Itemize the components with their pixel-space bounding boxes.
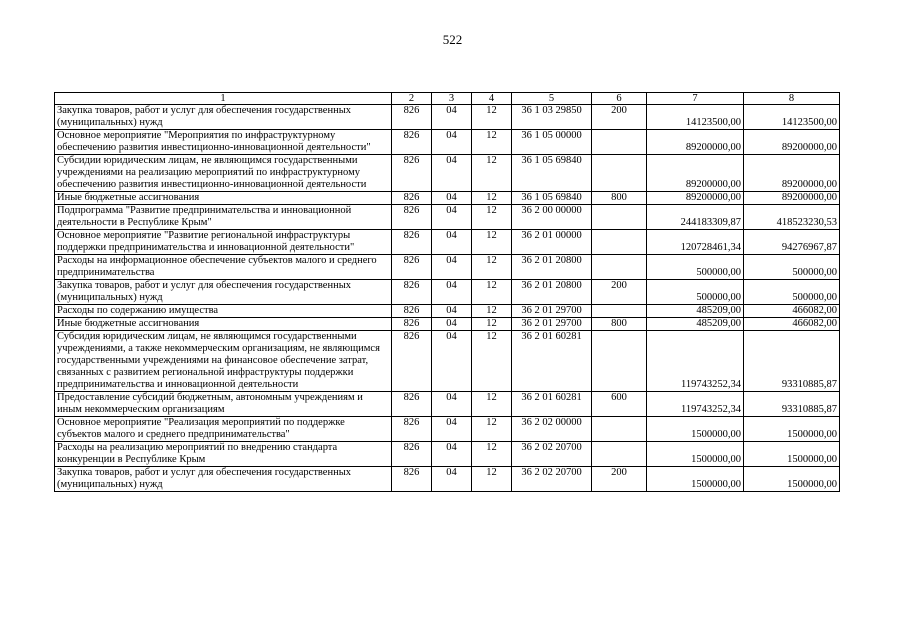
subsection-code: 12	[472, 230, 512, 255]
expense-type-code: 600	[592, 392, 647, 417]
target-article-code: 36 1 05 69840	[512, 192, 592, 205]
ministry-code: 826	[392, 331, 432, 392]
target-article-code: 36 2 02 20700	[512, 442, 592, 467]
row-description: Основное мероприятие "Развитие региональной инфраструктуры поддержки предпринимательства и инновационной деятельности"	[55, 230, 392, 255]
target-article-code: 36 2 01 29700	[512, 318, 592, 331]
expense-type-code	[592, 205, 647, 230]
amount-year-2: 500000,00	[744, 280, 840, 305]
expense-type-code: 800	[592, 318, 647, 331]
amount-year-2: 418523230,53	[744, 205, 840, 230]
table-row	[55, 318, 840, 331]
amount-year-1: 500000,00	[647, 280, 744, 305]
target-article-code: 36 1 03 29850	[512, 105, 592, 130]
budget-table	[54, 92, 840, 492]
amount-year-1: 119743252,34	[647, 331, 744, 392]
column-header: 3	[432, 93, 472, 105]
ministry-code: 826	[392, 442, 432, 467]
table-row	[55, 305, 840, 318]
subsection-code: 12	[472, 255, 512, 280]
target-article-code: 36 2 00 00000	[512, 205, 592, 230]
subsection-code: 12	[472, 305, 512, 318]
column-header: 4	[472, 93, 512, 105]
amount-year-1: 119743252,34	[647, 392, 744, 417]
ministry-code: 826	[392, 230, 432, 255]
ministry-code: 826	[392, 417, 432, 442]
row-description: Основное мероприятие "Мероприятия по инфраструктурному обеспечению развития инвестиционно-инновационной деятельности"	[55, 130, 392, 155]
subsection-code: 12	[472, 155, 512, 192]
amount-year-2: 93310885,87	[744, 331, 840, 392]
subsection-code: 12	[472, 442, 512, 467]
amount-year-1: 14123500,00	[647, 105, 744, 130]
amount-year-2: 89200000,00	[744, 192, 840, 205]
subsection-code: 12	[472, 192, 512, 205]
amount-year-1: 89200000,00	[647, 130, 744, 155]
ministry-code: 826	[392, 130, 432, 155]
amount-year-2: 89200000,00	[744, 130, 840, 155]
target-article-code: 36 2 01 20800	[512, 255, 592, 280]
table-row	[55, 255, 840, 280]
amount-year-2: 93310885,87	[744, 392, 840, 417]
subsection-code: 12	[472, 130, 512, 155]
expense-type-code	[592, 230, 647, 255]
table-row	[55, 205, 840, 230]
section-code: 04	[432, 305, 472, 318]
row-description: Предоставление субсидий бюджетным, автономным учреждениям и иным некоммерческим организациям	[55, 392, 392, 417]
table-row	[55, 467, 840, 492]
target-article-code: 36 1 05 00000	[512, 130, 592, 155]
section-code: 04	[432, 155, 472, 192]
amount-year-1: 244183309,87	[647, 205, 744, 230]
subsection-code: 12	[472, 467, 512, 492]
subsection-code: 12	[472, 318, 512, 331]
table-row	[55, 105, 840, 130]
section-code: 04	[432, 467, 472, 492]
subsection-code: 12	[472, 417, 512, 442]
amount-year-1: 120728461,34	[647, 230, 744, 255]
section-code: 04	[432, 280, 472, 305]
amount-year-2: 1500000,00	[744, 442, 840, 467]
target-article-code: 36 1 05 69840	[512, 155, 592, 192]
table-header-row	[55, 93, 840, 105]
section-code: 04	[432, 331, 472, 392]
amount-year-2: 94276967,87	[744, 230, 840, 255]
amount-year-1: 1500000,00	[647, 467, 744, 492]
row-description: Закупка товаров, работ и услуг для обеспечения государственных (муниципальных) нужд	[55, 467, 392, 492]
table-row	[55, 280, 840, 305]
table-row	[55, 392, 840, 417]
amount-year-1: 485209,00	[647, 305, 744, 318]
subsection-code: 12	[472, 205, 512, 230]
column-header: 8	[744, 93, 840, 105]
table-row	[55, 230, 840, 255]
amount-year-1: 1500000,00	[647, 417, 744, 442]
target-article-code: 36 2 02 00000	[512, 417, 592, 442]
amount-year-2: 89200000,00	[744, 155, 840, 192]
expense-type-code	[592, 442, 647, 467]
expense-type-code	[592, 331, 647, 392]
row-description: Иные бюджетные ассигнования	[55, 318, 392, 331]
subsection-code: 12	[472, 331, 512, 392]
ministry-code: 826	[392, 192, 432, 205]
ministry-code: 826	[392, 105, 432, 130]
amount-year-1: 89200000,00	[647, 155, 744, 192]
page-number: 522	[442, 32, 463, 47]
column-header: 5	[512, 93, 592, 105]
row-description: Субсидия юридическим лицам, не являющимся государственными учреждениями, а также некоммерческим организациям, не являющимся государственными учреждениями на финансовое обеспечение затрат, связанных с развитием региональной инфраструктуры поддержки предпринимательства и инновационной деятельности	[55, 331, 392, 392]
section-code: 04	[432, 230, 472, 255]
amount-year-1: 89200000,00	[647, 192, 744, 205]
target-article-code: 36 2 02 20700	[512, 467, 592, 492]
section-code: 04	[432, 417, 472, 442]
expense-type-code	[592, 255, 647, 280]
row-description: Субсидии юридическим лицам, не являющимся государственными учреждениями на реализацию мероприятий по инфраструктурному обеспечению развития инвестиционно-инновационной деятельности	[55, 155, 392, 192]
amount-year-2: 14123500,00	[744, 105, 840, 130]
expense-type-code	[592, 305, 647, 318]
section-code: 04	[432, 192, 472, 205]
section-code: 04	[432, 105, 472, 130]
column-header: 2	[392, 93, 432, 105]
row-description: Расходы на реализацию мероприятий по внедрению стандарта конкуренции в Республике Крым	[55, 442, 392, 467]
row-description: Закупка товаров, работ и услуг для обеспечения государственных (муниципальных) нужд	[55, 105, 392, 130]
amount-year-2: 1500000,00	[744, 417, 840, 442]
target-article-code: 36 2 01 29700	[512, 305, 592, 318]
table-row	[55, 155, 840, 192]
table-body	[55, 105, 840, 492]
table-row	[55, 192, 840, 205]
row-description: Иные бюджетные ассигнования	[55, 192, 392, 205]
row-description: Расходы по содержанию имущества	[55, 305, 392, 318]
amount-year-1: 500000,00	[647, 255, 744, 280]
table-row	[55, 130, 840, 155]
amount-year-2: 500000,00	[744, 255, 840, 280]
ministry-code: 826	[392, 305, 432, 318]
section-code: 04	[432, 442, 472, 467]
table-row	[55, 442, 840, 467]
section-code: 04	[432, 318, 472, 331]
expense-type-code: 200	[592, 280, 647, 305]
target-article-code: 36 2 01 20800	[512, 280, 592, 305]
section-code: 04	[432, 392, 472, 417]
ministry-code: 826	[392, 255, 432, 280]
expense-type-code: 200	[592, 467, 647, 492]
column-header: 7	[647, 93, 744, 105]
expense-type-code: 800	[592, 192, 647, 205]
row-description: Основное мероприятие "Реализация мероприятий по поддержке субъектов малого и среднего предпринимательства"	[55, 417, 392, 442]
target-article-code: 36 2 01 00000	[512, 230, 592, 255]
expense-type-code	[592, 155, 647, 192]
column-header: 1	[55, 93, 392, 105]
row-description: Закупка товаров, работ и услуг для обеспечения государственных (муниципальных) нужд	[55, 280, 392, 305]
expense-type-code	[592, 417, 647, 442]
subsection-code: 12	[472, 280, 512, 305]
table-row	[55, 417, 840, 442]
subsection-code: 12	[472, 392, 512, 417]
target-article-code: 36 2 01 60281	[512, 392, 592, 417]
expense-type-code	[592, 130, 647, 155]
ministry-code: 826	[392, 205, 432, 230]
section-code: 04	[432, 255, 472, 280]
amount-year-2: 466082,00	[744, 318, 840, 331]
ministry-code: 826	[392, 280, 432, 305]
section-code: 04	[432, 205, 472, 230]
column-header: 6	[592, 93, 647, 105]
expense-type-code: 200	[592, 105, 647, 130]
row-description: Расходы на информационное обеспечение субъектов малого и среднего предпринимательства	[55, 255, 392, 280]
amount-year-1: 485209,00	[647, 318, 744, 331]
ministry-code: 826	[392, 318, 432, 331]
amount-year-2: 1500000,00	[744, 467, 840, 492]
table-row	[55, 331, 840, 392]
amount-year-1: 1500000,00	[647, 442, 744, 467]
ministry-code: 826	[392, 155, 432, 192]
subsection-code: 12	[472, 105, 512, 130]
ministry-code: 826	[392, 392, 432, 417]
section-code: 04	[432, 130, 472, 155]
amount-year-2: 466082,00	[744, 305, 840, 318]
target-article-code: 36 2 01 60281	[512, 331, 592, 392]
row-description: Подпрограмма "Развитие предпринимательства и инновационной деятельности в Республике Крым"	[55, 205, 392, 230]
ministry-code: 826	[392, 467, 432, 492]
